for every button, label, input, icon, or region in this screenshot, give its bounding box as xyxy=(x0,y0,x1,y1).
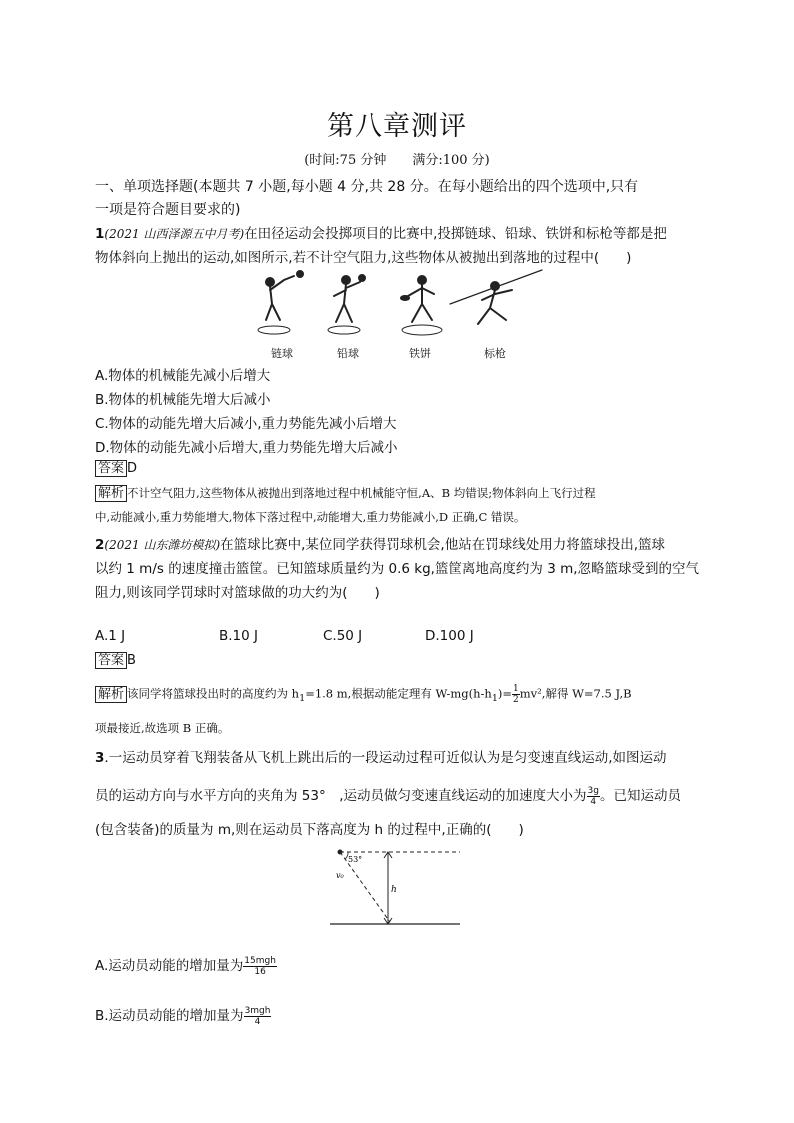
q1-option-c[interactable]: C.物体的动能先增大后减小,重力势能先减小后增大 xyxy=(95,416,397,432)
javelin-thrower-icon xyxy=(450,270,542,324)
q2-subscript-2: 1 xyxy=(491,692,498,704)
q2-analysis-text-b: =1.8 m,根据动能定理有 W-mg(h-h xyxy=(305,686,492,701)
q1-option-a[interactable]: A.物体的机械能先减小后增大 xyxy=(95,368,271,384)
q2-line2: 以约 1 m/s 的速度撞击篮筐。已知篮球质量约为 0.6 kg,篮筐离地高度约为 3 m,忽略篮球受到的空气 xyxy=(95,561,700,577)
q2-option-c[interactable]: C.50 J xyxy=(323,628,363,644)
q2-option-d[interactable]: D.100 J xyxy=(425,628,474,644)
q3-line3: (包含装备)的质量为 m,则在运动员下落高度为 h 的过程中,正确的( ) xyxy=(95,822,524,838)
q1-option-d[interactable]: D.物体的动能先减小后增大,重力势能先增大后减小 xyxy=(95,440,398,456)
q2-answer-label: 答案 xyxy=(95,652,127,669)
angle-label: 53° xyxy=(348,855,363,864)
q1-athletes-figure xyxy=(250,268,550,342)
q3-option-b-text: B.运动员动能的增加量为 xyxy=(95,1008,244,1024)
q1-caption-hammer: 链球 xyxy=(271,347,293,360)
q3-option-b-den: 4 xyxy=(254,1016,261,1027)
q2-analysis-line2: 项最接近,故选项 B 正确。 xyxy=(95,721,230,735)
q2-source: (2021 山东潍坊模拟) xyxy=(104,538,221,552)
q3-text2b: 。已知运动员 xyxy=(599,788,681,804)
q3-diagram xyxy=(330,846,470,930)
q3-option-b[interactable] xyxy=(95,1004,271,1027)
q3-line2 xyxy=(95,784,681,807)
q2-analysis-label: 解析 xyxy=(95,686,127,703)
q2-analysis-text-d: mv²,解得 W=7.5 J,B xyxy=(519,686,632,701)
q3-frac-den: 4 xyxy=(590,796,597,807)
q1-answer xyxy=(95,460,137,477)
section-heading-line2: 一项是符合题目要求的) xyxy=(95,202,241,218)
q3-option-a[interactable] xyxy=(95,954,277,977)
q1-caption-discus: 铁饼 xyxy=(409,347,431,360)
q2-answer-value: B xyxy=(127,653,136,668)
q1-text1: 在田径运动会投掷项目的比赛中,投掷链球、铅球、铁饼和标枪等都是把 xyxy=(244,226,667,242)
q3-option-a-den: 16 xyxy=(254,966,266,977)
q2-frac-num: 1 xyxy=(513,684,519,694)
q3-fraction-accel xyxy=(587,786,600,807)
section-heading-line1: 一、单项选择题(本题共 7 小题,每小题 4 分,共 28 分。在每小题给出的四个选项中,只有 xyxy=(95,179,639,195)
q3-frac-num: 3g xyxy=(587,785,599,796)
q1-caption-javelin: 标枪 xyxy=(484,347,506,360)
q3-number: 3 xyxy=(95,750,105,766)
h-label: h xyxy=(391,885,397,895)
discus-thrower-icon xyxy=(401,276,442,335)
v0-label: v₀ xyxy=(336,871,344,880)
q1-line1 xyxy=(95,222,667,242)
q2-subscript-1: 1 xyxy=(299,692,306,704)
q1-caption-shot: 铅球 xyxy=(337,347,359,360)
q2-line3: 阻力,则该同学罚球时对篮球做的功大约为( ) xyxy=(95,585,380,601)
hammer-thrower-icon xyxy=(258,271,303,334)
q1-analysis-text1: 不计空气阻力,这些物体从被抛出到落地过程中机械能守恒,A、B 均错误;物体斜向上飞行过程 xyxy=(127,486,596,500)
page-title: 第八章测评 xyxy=(327,111,467,142)
q1-answer-label: 答案 xyxy=(95,460,127,477)
q1-line2: 物体斜向上抛出的运动,如图所示,若不计空气阻力,这些物体从被抛出到落地的过程中( ) xyxy=(95,250,632,266)
q2-number: 2 xyxy=(95,537,105,553)
shot-putter-icon xyxy=(328,275,365,334)
q3-option-b-num: 3mgh xyxy=(244,1005,271,1016)
q1-number: 1 xyxy=(95,226,105,242)
q2-analysis-text-c: )= xyxy=(497,686,513,701)
q2-frac-den: 2 xyxy=(513,695,519,705)
q2-option-b[interactable]: B.10 J xyxy=(219,628,259,644)
q3-option-a-fraction xyxy=(243,956,277,977)
q1-option-b[interactable]: B.物体的机械能先增大后减小 xyxy=(95,392,271,408)
q1-analysis-label: 解析 xyxy=(95,485,127,502)
q3-text2a: 员的运动方向与水平方向的夹角为 53° ,运动员做匀变速直线运动的加速度大小为 xyxy=(95,788,587,804)
q1-answer-value: D xyxy=(127,461,138,476)
q1-analysis-line1 xyxy=(95,485,596,502)
q2-analysis-text-a: 该同学将篮球投出时的高度约为 h xyxy=(127,686,300,701)
q3-option-b-fraction xyxy=(244,1006,272,1027)
q2-analysis-line1 xyxy=(95,684,632,705)
q1-analysis-line2: 中,动能减小,重力势能增大,物体下落过程中,动能增大,重力势能减小,D 正确,C 错误。 xyxy=(95,510,526,524)
q2-option-a[interactable]: A.1 J xyxy=(95,628,126,644)
q2-fraction-half xyxy=(512,684,520,705)
q3-text1: .一运动员穿着飞翔装备从飞机上跳出后的一段运动过程可近似认为是匀变速直线运动,如图运动 xyxy=(104,750,667,766)
q2-answer xyxy=(95,652,136,669)
athlete-point xyxy=(338,850,343,855)
q2-text1: 在篮球比赛中,某位同学获得罚球机会,他站在罚球线处用力将篮球投出,篮球 xyxy=(220,537,665,553)
q3-option-a-num: 15mgh xyxy=(244,955,276,966)
q3-line1 xyxy=(95,746,667,766)
exam-info: (时间:75 分钟 满分:100 分) xyxy=(304,153,490,168)
q2-line1 xyxy=(95,533,665,553)
q3-option-a-text: A.运动员动能的增加量为 xyxy=(95,958,244,974)
q1-source: (2021 山西泽源五中月考) xyxy=(104,227,245,241)
